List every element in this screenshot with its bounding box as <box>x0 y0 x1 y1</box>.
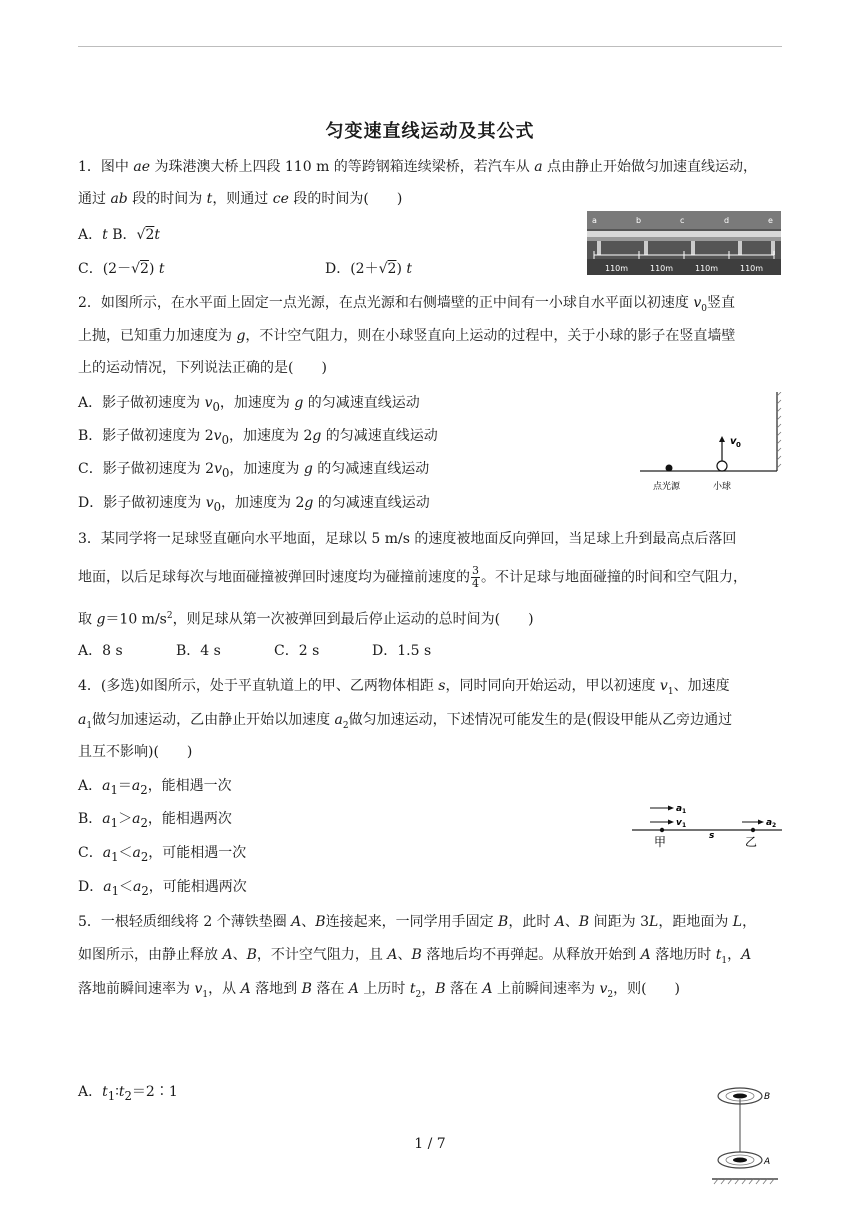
q4-option-d: D．$a_1<a_2$，可能相遇两次 <box>78 879 247 898</box>
washers-figure <box>708 1082 782 1186</box>
fraction-3-4: $\frac{3}{4}$ <box>472 564 479 590</box>
ball-label: 小球 <box>713 482 732 492</box>
distance-label: s <box>709 831 715 841</box>
bridge-point-e: e <box>768 216 773 225</box>
svg-text:a: a <box>676 804 683 814</box>
bridge-photo <box>587 211 781 275</box>
bridge-segment-1: 110m <box>605 264 629 273</box>
q3-option-b: B．4 s <box>176 643 221 659</box>
q3-line2: 地面，以后足球每次与地面碰撞被弹回时速度均为碰撞前速度的 $\frac{3}{4}$ 。不计足球与地面碰撞的时间和空气阻力， <box>78 564 747 590</box>
bridge-point-a: a <box>592 216 597 225</box>
a1-arrow-icon <box>668 806 674 811</box>
source-label: 点光源 <box>653 482 681 492</box>
svg-text:1: 1 <box>682 808 687 815</box>
object-yi-icon <box>751 828 755 832</box>
bridge-point-d: d <box>724 216 730 225</box>
q1-line2: 通过 ab 段的时间为 t，则通过 ce 段的时间为( ) <box>78 191 403 207</box>
header-rule <box>78 46 782 47</box>
q4-line2: $a_1$做匀加速运动，乙由静止开始以加速度 $a_2$做匀加速运动，下述情况可能发生的是(假设甲能从乙旁边通过 <box>78 712 733 731</box>
ball-icon <box>717 461 727 471</box>
washer-a-label: A <box>764 1157 771 1167</box>
q5-line2: 如图所示，由静止释放 A、B，不计空气阻力，且 A、B 落地后均不再弹起。从释放开始到 A 落地历时 $t_1$，A <box>78 947 752 966</box>
v1-arrow-icon <box>668 820 674 825</box>
q2-option-c: C．影子做初速度为 $2v_0$，加速度为 g 的匀减速直线运动 <box>78 461 430 480</box>
q2-option-d: D．影子做初速度为 $v_0$，加速度为 2g 的匀减速直线运动 <box>78 495 430 514</box>
q2-line2: 上抛，已知重力加速度为 g，不计空气阻力，则在小球竖直向上运动的过程中，关于小球的影子在竖直墙壁 <box>78 328 736 344</box>
q4-option-b: B．$a_1>a_2$，能相遇两次 <box>78 811 232 830</box>
q2-option-b: B．影子做初速度为 $2v_0$，加速度为 2g 的匀减速直线运动 <box>78 428 438 447</box>
q3-option-a: A．8 s <box>78 643 123 659</box>
svg-text:0: 0 <box>736 441 741 449</box>
bridge-point-b: b <box>636 216 642 225</box>
q5-option-a: A．$t_1∶t_2=2∶1$ <box>78 1084 178 1103</box>
q1-line1: 1．图中 ae 为珠港澳大桥上四段 110 m 的等跨钢箱连续梁桥，若汽车从 a 点由静止开始做匀加速直线运动， <box>78 159 758 175</box>
bridge-segment-3: 110m <box>695 264 719 273</box>
bridge-segment-2: 110m <box>650 264 674 273</box>
svg-text:v: v <box>676 818 682 828</box>
track-figure <box>632 798 782 850</box>
q2-line1: 2．如图所示，在水平面上固定一点光源，在点光源和右侧墙壁的正中间有一小球自水平面以初速度 $v_0$竖直 <box>78 295 736 314</box>
jia-label: 甲 <box>654 835 667 849</box>
q3-line3: 取 g＝10 $m/s^2$，则足球从第一次被弹回到最后停止运动的总时间为( ) <box>78 611 534 628</box>
q5-line1: 5．一根轻质细线将 2 个薄铁垫圈 A、B连接起来，一同学用手固定 B，此时 A、B 间距为 3L，距地面为 L， <box>78 914 757 930</box>
q3-line1: 3．某同学将一足球竖直砸向水平地面，足球以 5 m/s 的速度被地面反向弹回，当足球上升到最高点后落回 <box>78 531 737 547</box>
light-source-figure <box>640 392 782 494</box>
page-number: 1 / 7 <box>414 1136 446 1152</box>
svg-text:a: a <box>766 818 773 828</box>
q2-line3: 上的运动情况，下列说法正确的是( ) <box>78 360 327 376</box>
q3-option-c: C．2 s <box>274 643 320 659</box>
page-title: 匀变速直线运动及其公式 <box>325 121 535 142</box>
q1-options-ab: A．t B．√2t <box>78 227 160 243</box>
svg-text:1: 1 <box>682 822 687 829</box>
velocity-label: v <box>730 436 737 447</box>
q3-option-d: D．1.5 s <box>372 643 432 659</box>
q5-line3: 落地前瞬间速率为 $v_1$，从 A 落地到 B 落在 A 上历时 $t_2$，B 落在 A 上前瞬间速率为 $v_2$，则( ) <box>78 981 681 1000</box>
q1-option-d: D．(2＋√2) t <box>325 261 412 277</box>
svg-text:2: 2 <box>772 822 777 829</box>
q4-line3: 且互不影响)( ) <box>78 744 193 760</box>
q1-option-c: C．(2－√2) t <box>78 261 165 277</box>
a2-arrow-icon <box>758 820 764 825</box>
bridge-segment-4: 110m <box>740 264 764 273</box>
bridge-point-c: c <box>680 216 685 225</box>
point-light-source-icon <box>666 465 673 472</box>
yi-label: 乙 <box>745 835 758 849</box>
q4-option-a: A．$a_1=a_2$，能相遇一次 <box>78 778 232 797</box>
q4-line1: 4．(多选)如图所示，处于平直轨道上的甲、乙两物体相距 s，同时同向开始运动，甲以初速度 $v_1$、加速度 <box>78 678 730 697</box>
q4-option-c: C．$a_1<a_2$，可能相遇一次 <box>78 845 247 864</box>
object-jia-icon <box>660 828 664 832</box>
q2-option-a: A．影子做初速度为 $v_0$，加速度为 g 的匀减速直线运动 <box>78 395 420 414</box>
washer-b-label: B <box>764 1092 771 1102</box>
